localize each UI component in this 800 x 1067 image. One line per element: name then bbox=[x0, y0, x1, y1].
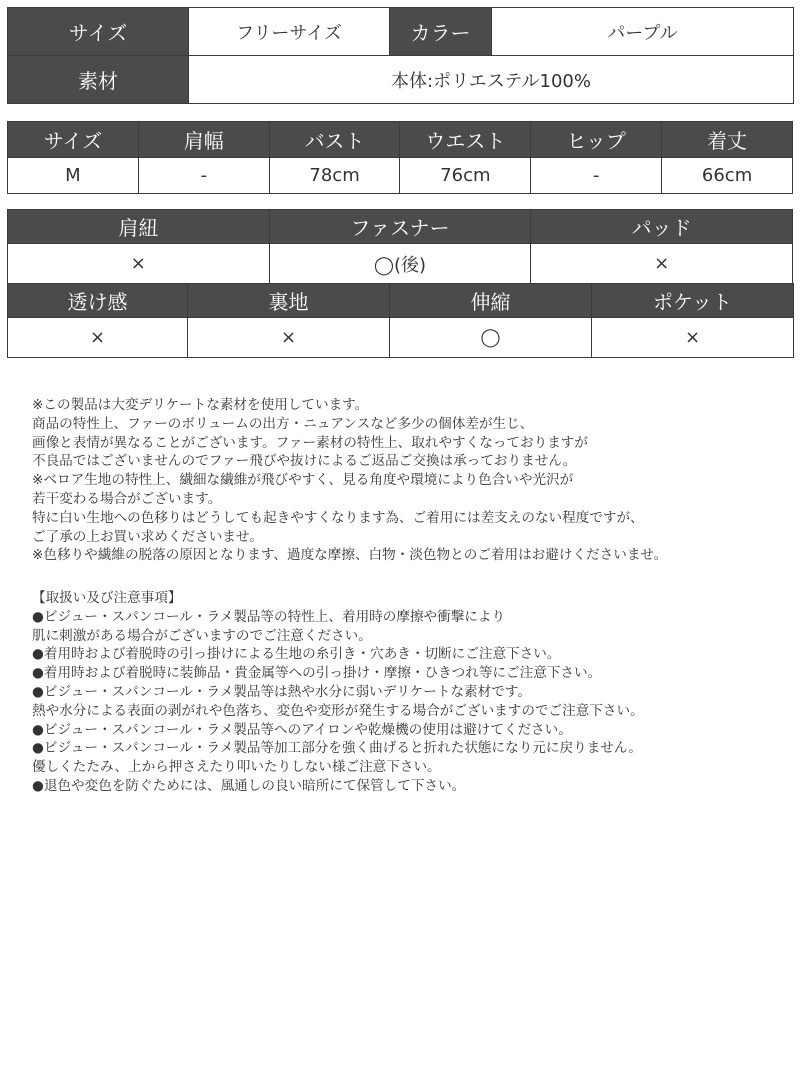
note-line: 特に白い生地への色移りはどうしても起きやすくなります為、ご着用には差支えのない程度ですが、 bbox=[32, 509, 644, 526]
column-header: 透け感 bbox=[8, 284, 188, 318]
table-cell: - bbox=[138, 158, 269, 194]
table-cell: ◯ bbox=[390, 318, 592, 358]
table-cell: 76cm bbox=[400, 158, 531, 194]
table-row bbox=[8, 8, 794, 56]
table-cell: × bbox=[188, 318, 390, 358]
column-header: パッド bbox=[531, 210, 793, 244]
note-line: ●ビジュー・スパンコール・ラメ製品等の特性上、着用時の摩擦や衝撃により bbox=[32, 608, 506, 625]
table-row bbox=[8, 244, 793, 284]
table-cell: - bbox=[531, 158, 662, 194]
note-line: ●ビジュー・スパンコール・ラメ製品等へのアイロンや乾燥機の使用は避けてください。 bbox=[32, 721, 572, 738]
table-cell: 66cm bbox=[662, 158, 793, 194]
table-header-row bbox=[8, 210, 793, 244]
column-header: 着丈 bbox=[662, 122, 793, 158]
material-label: 素材 bbox=[8, 56, 189, 104]
table-cell: M bbox=[8, 158, 139, 194]
column-header: ウエスト bbox=[400, 122, 531, 158]
table-header-row bbox=[8, 122, 793, 158]
note-line: ※ベロア生地の特性上、繊細な繊維が飛びやすく、見る角度や環境により色合いや光沢が bbox=[32, 472, 574, 489]
note-line: ※色移りや繊維の脱落の原因となります、過度な摩擦、白物・淡色物とのご着用はお避けくださいませ。 bbox=[32, 547, 668, 564]
size-measurement-table bbox=[7, 121, 793, 194]
note-line: 商品の特性上、ファーのボリュームの出方・ニュアンスなど多少の個体差が生じ、 bbox=[32, 415, 534, 432]
column-header: 伸縮 bbox=[390, 284, 592, 318]
color-value: パープル bbox=[492, 8, 794, 56]
table-cell: × bbox=[592, 318, 794, 358]
note-line: 肌に刺激がある場合がございますのでご注意ください。 bbox=[32, 627, 372, 644]
note-line: ●ビジュー・スパンコール・ラメ製品等は熱や水分に弱いデリケートな素材です。 bbox=[32, 683, 531, 700]
material-value: 本体:ポリエステル100% bbox=[189, 56, 794, 104]
column-header: ファスナー bbox=[269, 210, 531, 244]
note-line: ●着用時および着脱時に装飾品・貴金属等への引っ掛け・摩擦・ひきつれ等にご注意下さい。 bbox=[32, 665, 602, 682]
note-line: 熱や水分による表面の剥がれや色落ち、変色や変形が発生する場合がございますのでご注意下さい。 bbox=[32, 702, 644, 719]
note-line: ●着用時および着脱時の引っ掛けによる生地の糸引き・穴あき・切断にご注意下さい。 bbox=[32, 646, 561, 663]
column-header: 肩紐 bbox=[8, 210, 270, 244]
features-table-1 bbox=[7, 209, 793, 284]
column-header: サイズ bbox=[8, 122, 139, 158]
note-line: ●ビジュー・スパンコール・ラメ製品等加工部分を強く曲げると折れた状態になり元に戻りません。 bbox=[32, 740, 642, 757]
note-line: ●退色や変色を防ぐためには、風通しの良い暗所にて保管して下さい。 bbox=[32, 777, 466, 794]
features-table-2 bbox=[7, 283, 794, 358]
care-heading: 【取扱い及び注意事項】 bbox=[32, 590, 182, 606]
size-value: フリーサイズ bbox=[189, 8, 390, 56]
note-line: 若干変わる場合がございます。 bbox=[32, 490, 222, 507]
size-label: サイズ bbox=[8, 8, 189, 56]
column-header: 裏地 bbox=[188, 284, 390, 318]
table-cell: × bbox=[8, 318, 188, 358]
table-row bbox=[8, 56, 794, 104]
basic-info-table bbox=[7, 7, 794, 104]
table-cell: × bbox=[8, 244, 270, 284]
care-notes bbox=[32, 589, 792, 796]
color-label: カラー bbox=[390, 8, 492, 56]
table-cell: ◯(後) bbox=[269, 244, 531, 284]
note-line: 優しくたたみ、上から押さえたり叩いたりしない様ご注意下さい。 bbox=[32, 759, 441, 776]
table-row bbox=[8, 318, 794, 358]
table-cell: × bbox=[531, 244, 793, 284]
note-line: 不良品ではございませんのでファー飛びや抜けによるご返品ご交換は承っておりません。 bbox=[32, 453, 577, 470]
column-header: ポケット bbox=[592, 284, 794, 318]
caution-notes bbox=[32, 396, 792, 565]
note-line: 画像と表情が異なることがございます。ファー素材の特性上、取れやすくなっておりますが bbox=[32, 434, 588, 451]
note-line: ご了承の上お買い求めくださいませ。 bbox=[32, 528, 263, 545]
note-line: ※この製品は大変デリケートな素材を使用しています。 bbox=[32, 397, 369, 413]
table-row bbox=[8, 158, 793, 194]
column-header: バスト bbox=[269, 122, 400, 158]
column-header: 肩幅 bbox=[138, 122, 269, 158]
table-cell: 78cm bbox=[269, 158, 400, 194]
table-header-row bbox=[8, 284, 794, 318]
column-header: ヒップ bbox=[531, 122, 662, 158]
